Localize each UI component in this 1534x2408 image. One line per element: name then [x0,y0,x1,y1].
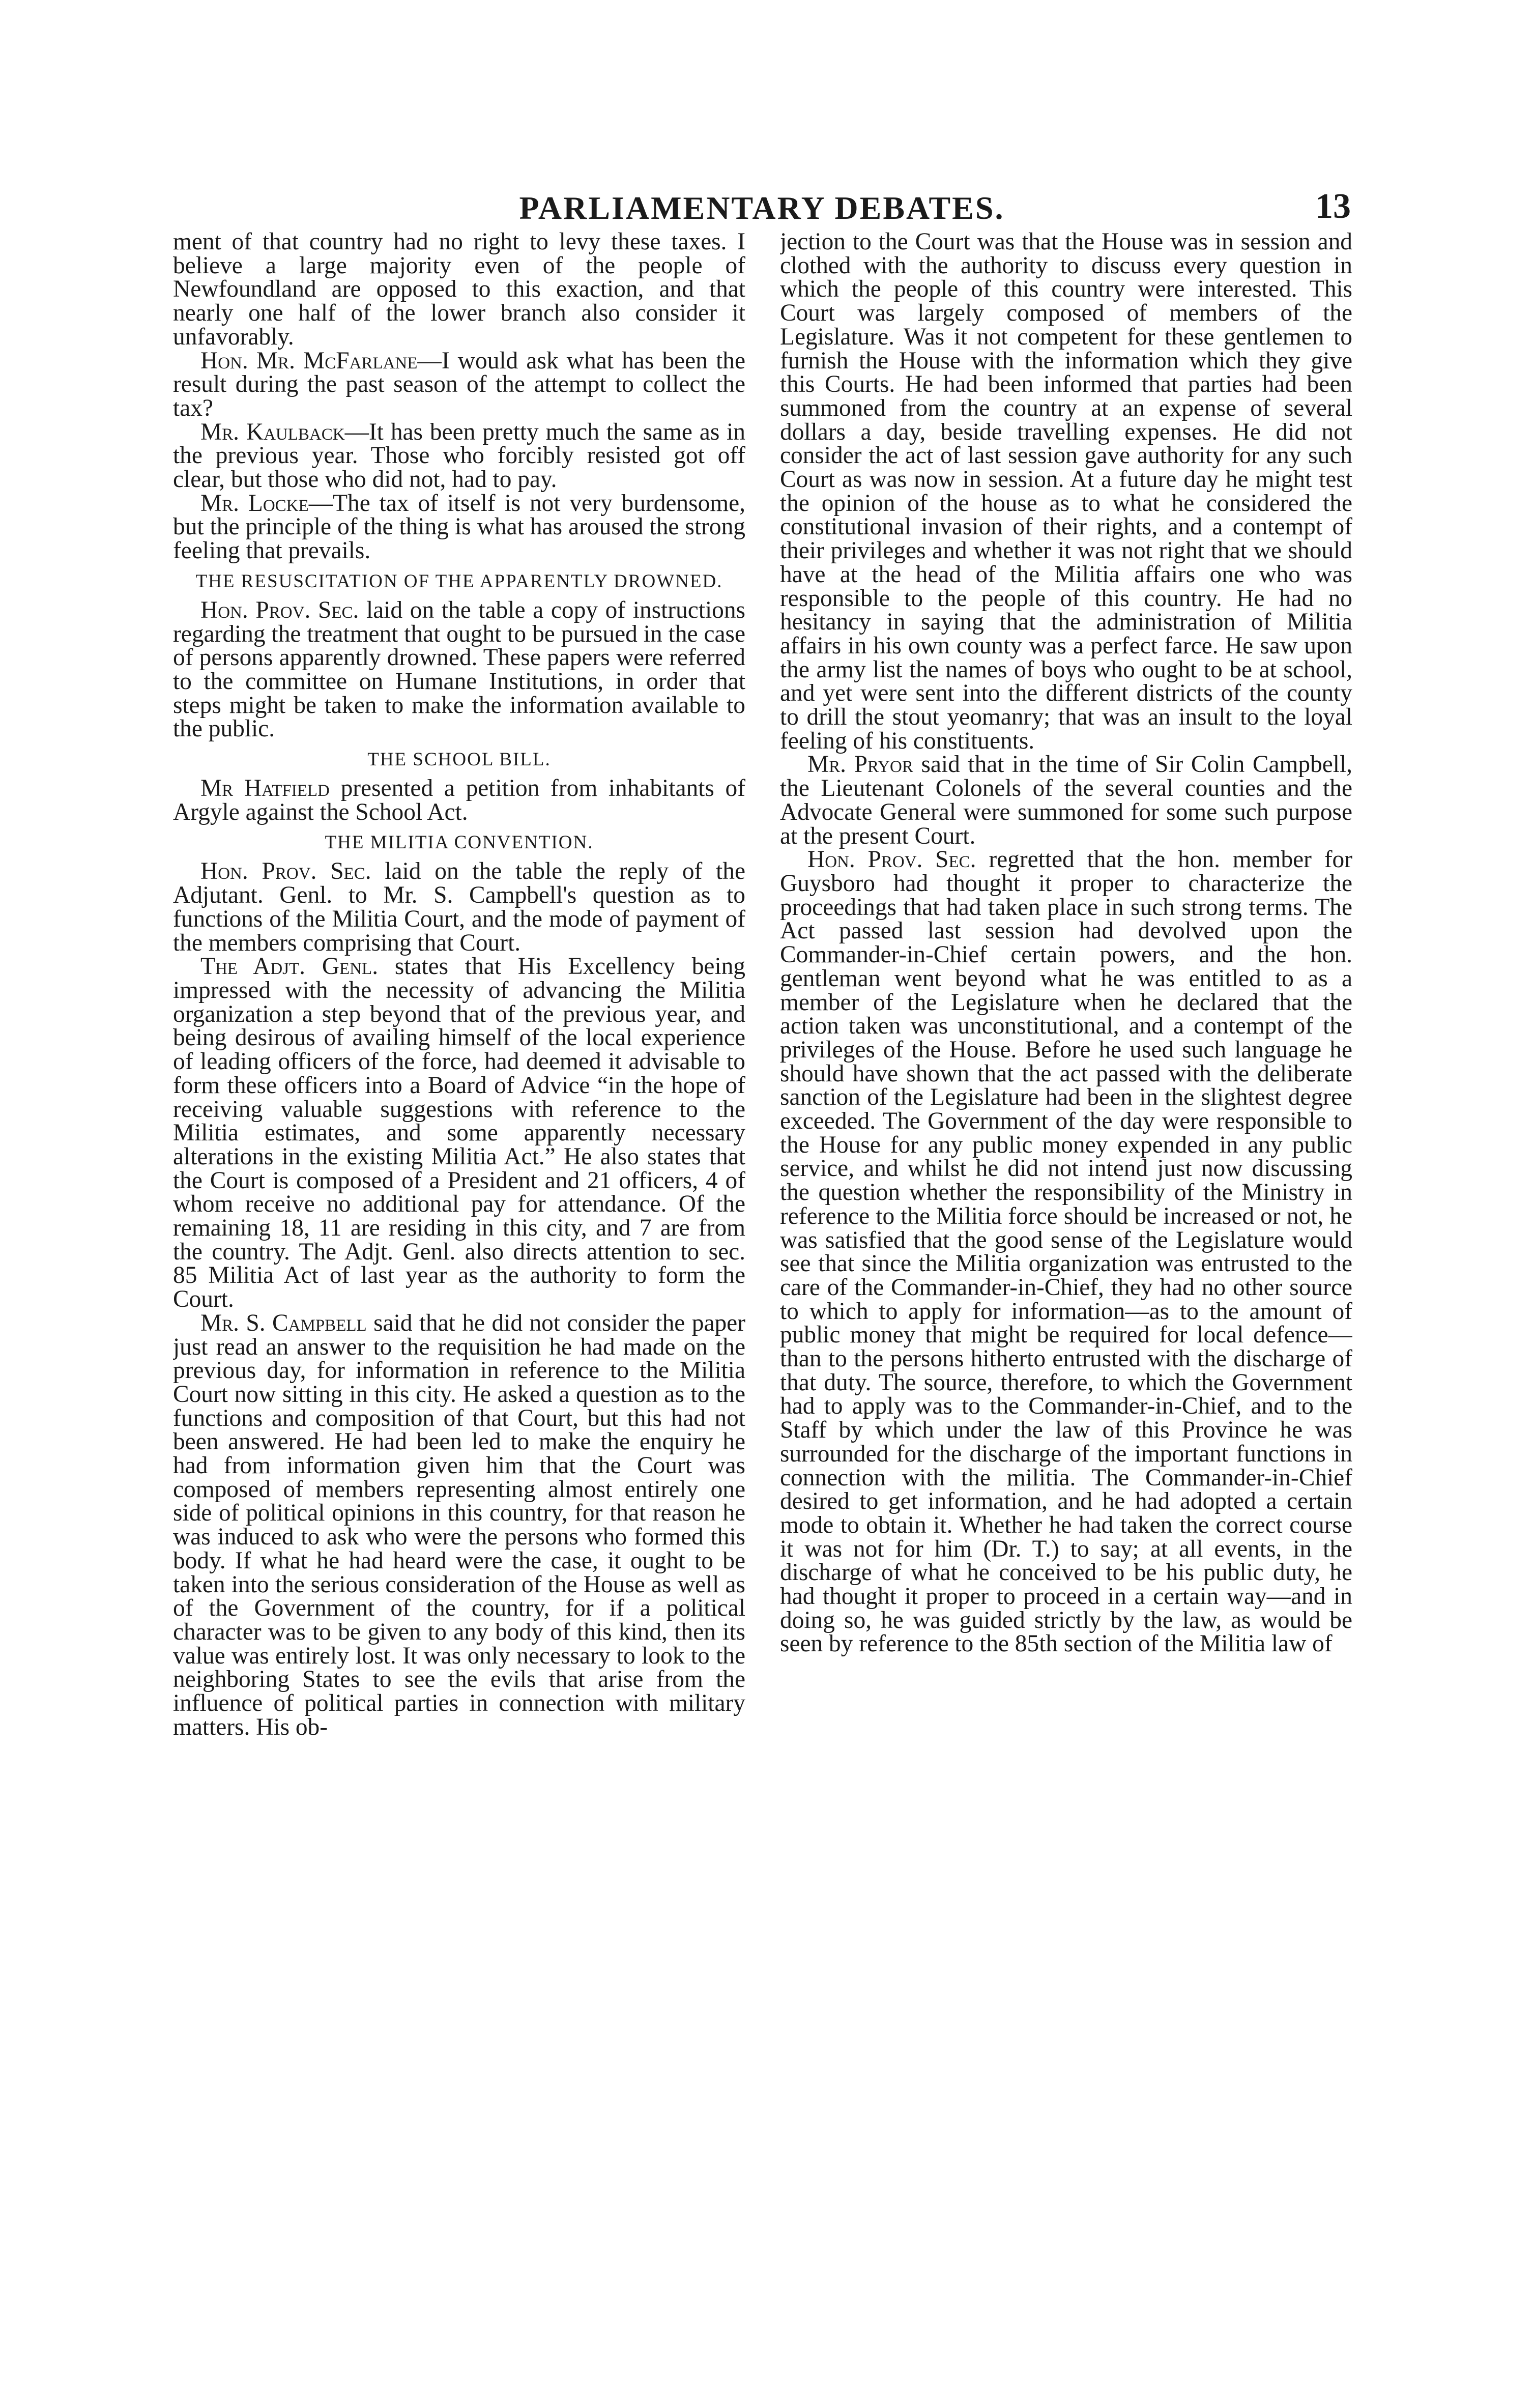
section-heading: THE MILITIA CONVENTION. [325,832,594,853]
page-number: 13 [1315,187,1351,226]
paragraph: Mr. Pryor said that in the time of Sir Colin Campbell, the Lieutenant Colonels of the several counties and the Advocate General were summoned for some such purpose at the present Court. [780,751,1352,849]
paragraph: Mr. Locke—The tax of itself is not very burdensome, but the principle of the thing is what has aroused the strong feeling that prevails. [173,490,745,564]
speaker-name: Mr. Pryor [807,751,913,778]
speaker-name: Hon. Prov. Sec. [200,596,359,623]
paragraph: ment of that country had no right to levy these taxes. I believe a large majority even of the people of Newfoundland are opposed to this exaction, and that nearly one half of the lower branch also consider it unfavorably. [173,230,745,350]
section-heading: THE RESUSCITATION OF THE APPARENTLY DROWNED. [195,570,723,592]
speaker-name: Mr Hatfield [200,775,330,802]
section-heading: THE SCHOOL BILL. [367,749,551,770]
paragraph: The Adjt. Genl. states that His Excellency being impressed with the necessity of advancing the Militia organization a step beyond that of the previous year, and being desirous of availing himself of the local experience of leading officers of the force, had deemed it advisable to form these officers into a Board of Advice “in the hope of receiving valuable suggestions with reference to the Militia estimates, and some apparently necessary alterations in the existing Militia Act.” He also states that the Court is composed of a President and 21 officers, 4 of whom receive no additional pay for attendance. Of the remaining 18, 11 are residing in this city, and 7 are from the country. The Adjt. Genl. also directs attention to sec. 85 Militia Act of last year as the authority to form the Court. [173,953,745,1313]
speaker-name: Hon. Mr. McFarlane [200,347,418,374]
paragraph: Hon. Mr. McFarlane—I would ask what has been the result during the past season of the attempt to collect the tax? [173,347,745,421]
paragraph: jection to the Court was that the House was in session and clothed with the authority to discuss every question in which the people of this country were interested. This Court was largely composed of members of the Legislature. Was it not competent for these gentlemen to furnish the House with the information which they give this Courts. He had been informed that parties had been summoned from the country at an expense of several dollars a day, beside travelling expenses. He did not consider the act of last session gave authority for any such Court as was now in session. At a future day he might test the opinion of the house as to what he considered the constitutional invasion of their rights, and a contempt of their privileges and whether it was not right that we should have at the head of the Militia affairs one who was responsible to the people of this country. He had no hesitancy in saying that the administration of Militia affairs in his own county was a perfect farce. He saw upon the army list the names of boys who ought to be at school, and yet were sent into the different districts of the county to drill the stout yeomanry; that was an insult to the loyal feeling of his constituents. [780,230,1352,754]
speaker-name: Hon. Prov. Sec. [200,858,371,885]
left-column [173,230,745,2103]
right-column [780,230,1352,2103]
paragraph: Mr Hatfield presented a petition from inhabitants of Argyle against the School Act. [173,775,745,825]
paragraph: Mr. Kaulback—It has been pretty much the same as in the previous year. Those who forcibly resisted got off clear, but those who did not, had to pay. [173,418,745,493]
speaker-name: Mr. Kaulback [200,418,345,445]
paragraph: Mr. S. Campbell said that he did not consider the paper just read an answer to the requisition he had made on the previous day, for information in reference to the Militia Court now sitting in this city. He asked a question as to the functions and composition of that Court, but this had not been answered. He had been led to make the enquiry he had from information given him that the Court was composed of members representing almost entirely one side of political opinions in this country, for that reason he was induced to ask who were the persons who formed this body. If what he had heard were the case, it ought to be taken into the serious consideration of the House as well as of the Government of the country, for if a political character was to be given to any body of this kind, then its value was entirely lost. It was only necessary to look to the neighboring States to see the evils that arise from the influence of political parties in connection with military matters. His ob- [173,1309,745,1740]
paragraph: Hon. Prov. Sec. regretted that the hon. member for Guysboro had thought it proper to characterize the proceedings that had taken place in such strong terms. The Act passed last session had devolved upon the Commander-in-Chief certain powers, and the hon. gentleman went beyond what he was entitled to as a member of the Legislature when he declared that the action taken was unconstitutional, and a contempt of the privileges of the House. Before he used such language he should have shown that the act passed with the deliberate sanction of the Legislature had been in the slightest degree exceeded. The Government of the day were responsible to the House for any public money expended in any public service, and whilst he did not intend just now discussing the question whether the responsibility of the Ministry in reference to the Militia force should be increased or not, he was satisfied that the good sense of the Legislature would see that since the Militia organization was entrusted to the care of the Commander-in-Chief, they had no other source to which to apply for information—as to the amount of public money that might be required for local defence—than to the persons hitherto entrusted with the discharge of that duty. The source, therefore, to which the Government had to apply was to the Commander-in-Chief, and to the Staff by which under the law of this Province he was surrounded for the discharge of the important functions in connection with the militia. The Commander-in-Chief desired to get information, and he had adopted a certain mode to obtain it. Whether he had taken the correct course it was not for him (Dr. T.) to say; at all events, in the discharge of what he conceived to be his public duty, he had thought it proper to proceed in a certain way—and in doing so, he was guided strictly by the law, as would be seen by reference to the 85th section of the Militia law of [780,846,1352,1657]
paragraph: Hon. Prov. Sec. laid on the table a copy of instructions regarding the treatment that ought to be pursued in the case of persons apparently drowned. These papers were referred to the committee on Humane Institutions, in order that steps might be taken to make the information available to the public. [173,596,745,742]
paragraph: Hon. Prov. Sec. laid on the table the reply of the Adjutant. Genl. to Mr. S. Campbell's question as to functions of the Militia Court, and the mode of payment of the members comprising that Court. [173,858,745,956]
running-title: PARLIAMENTARY DEBATES. [519,190,1005,226]
speaker-name: Mr. Locke [200,490,309,517]
speaker-name: The Adjt. Genl. [200,953,379,980]
speaker-name: Mr. S. Campbell [200,1309,367,1336]
speaker-name: Hon. Prov. Sec. [807,846,976,873]
